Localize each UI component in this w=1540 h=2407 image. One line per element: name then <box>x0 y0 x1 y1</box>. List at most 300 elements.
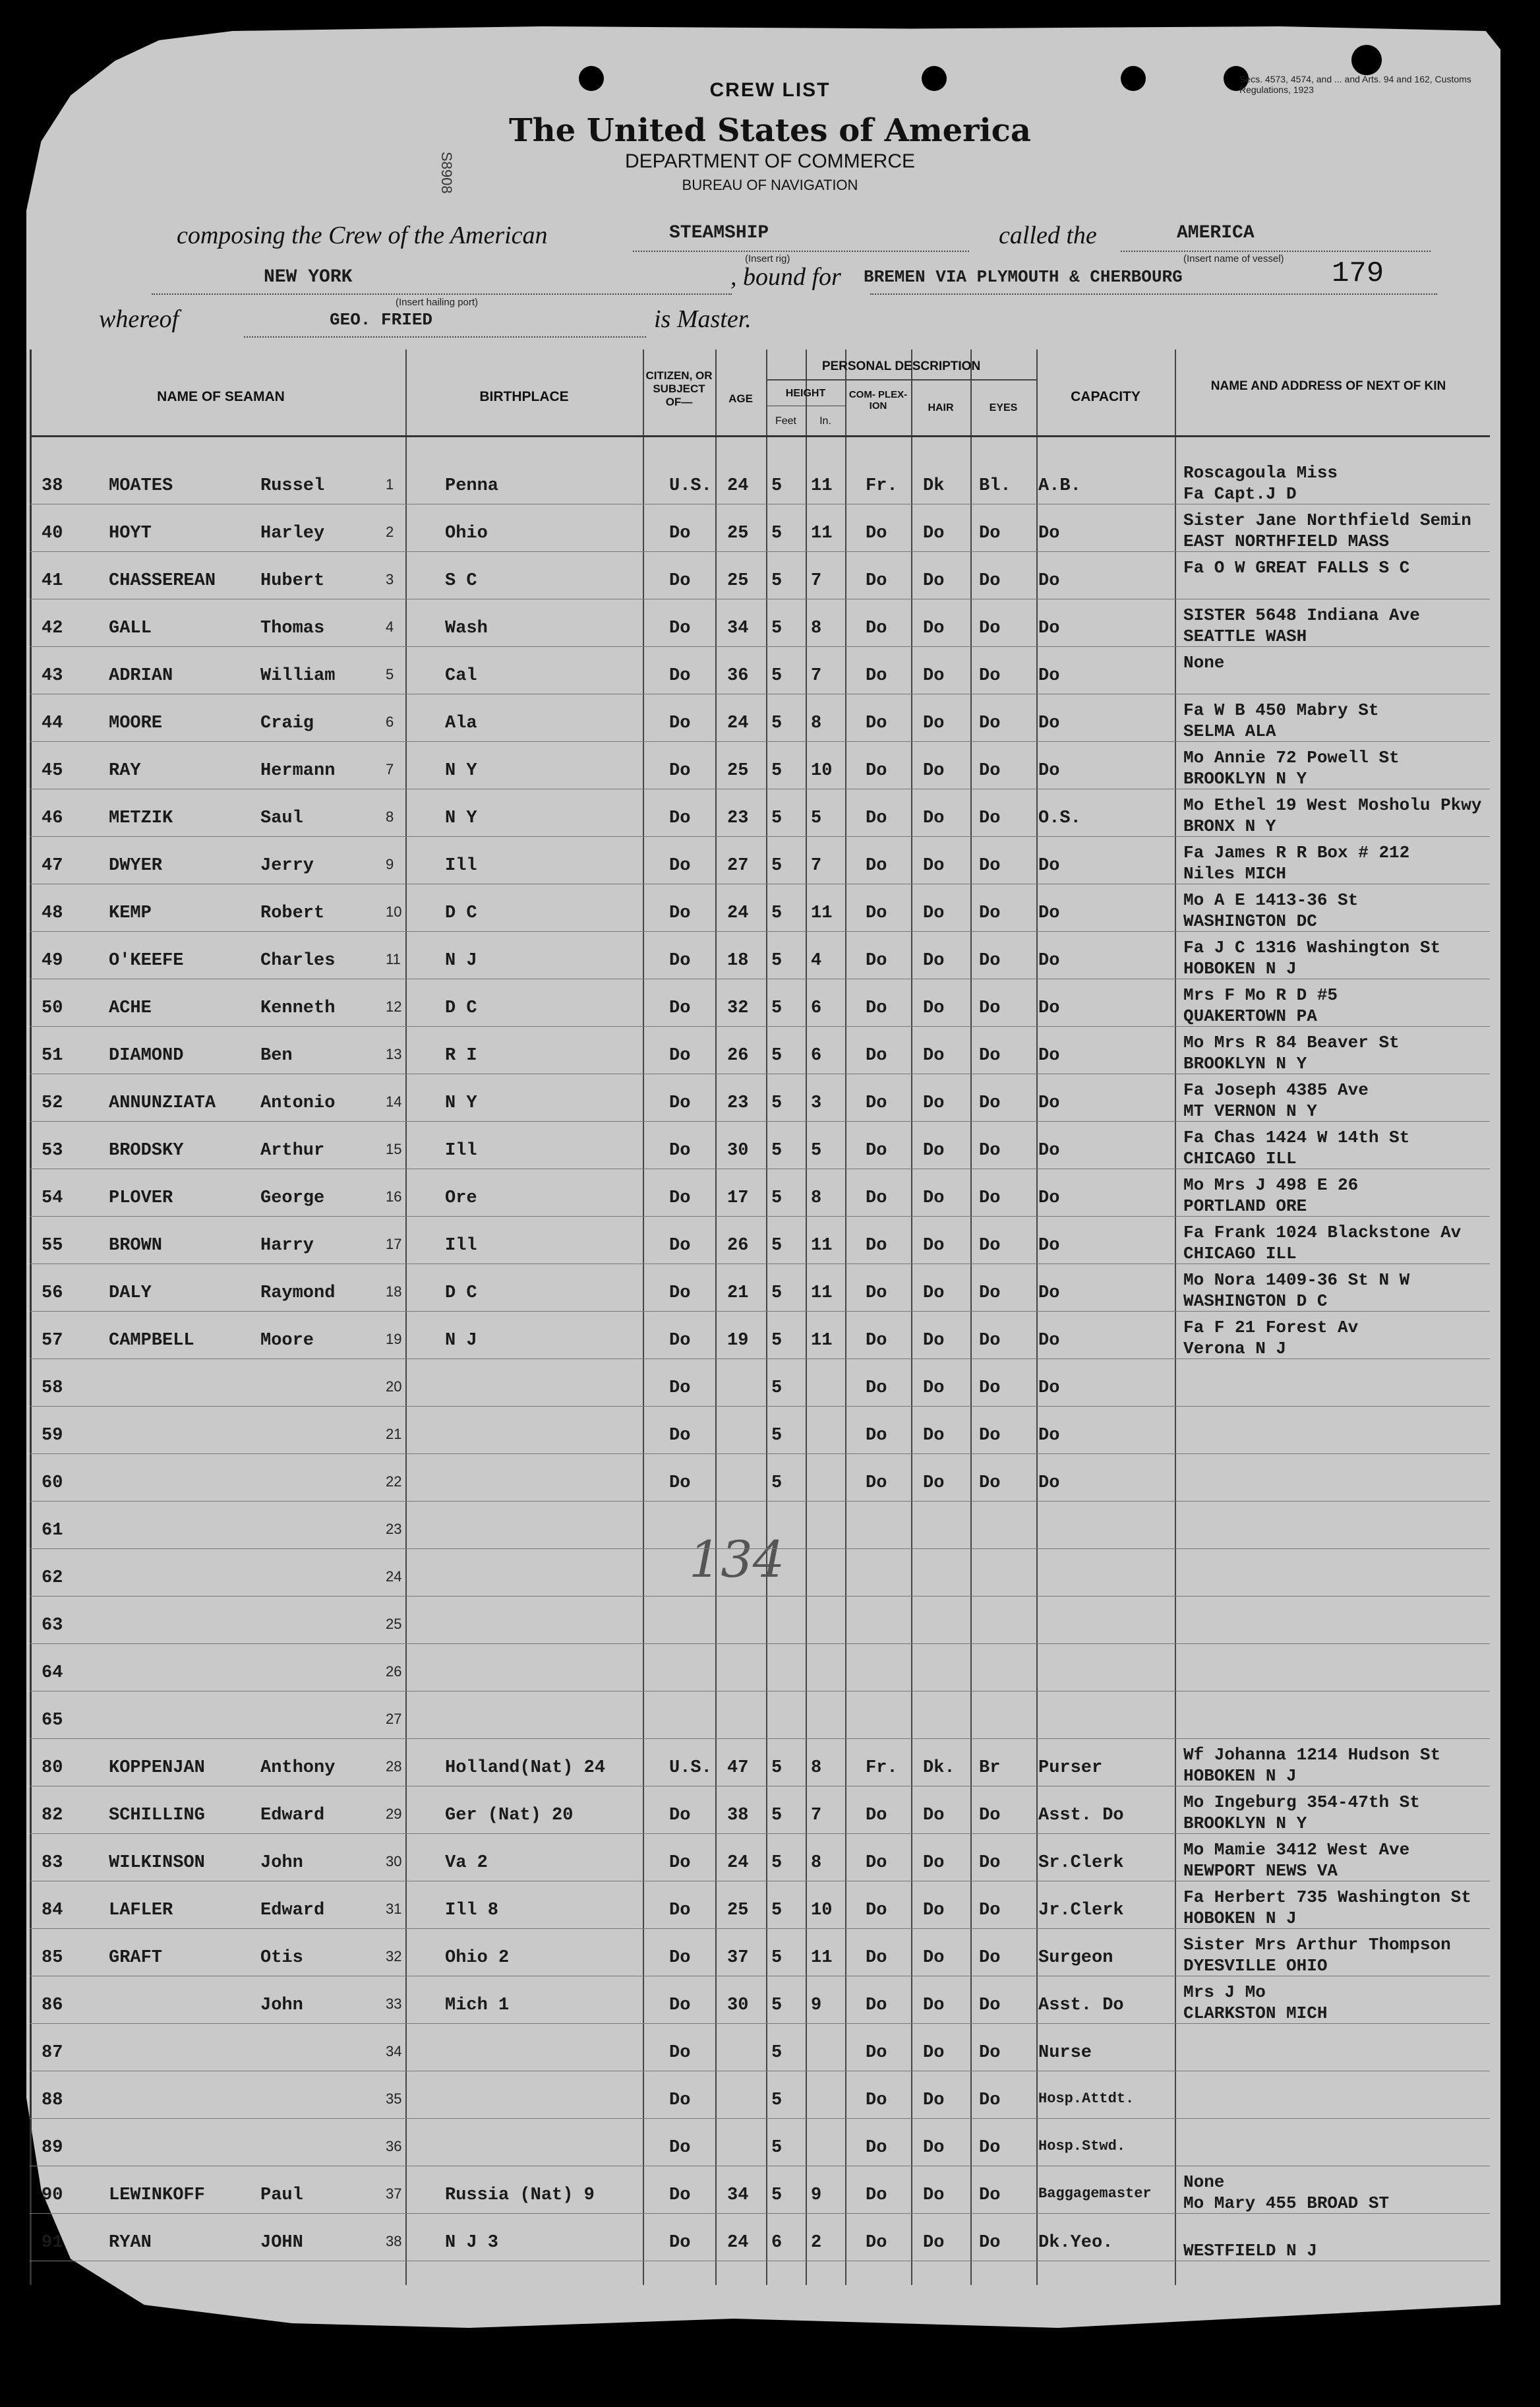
row-id: 44 <box>42 714 63 733</box>
row-rule <box>30 1501 1490 1502</box>
citizenship: Do <box>669 1283 691 1303</box>
next-of-kin-address: WESTFIELD N J <box>1183 2241 1317 2261</box>
height-inches: 10 <box>811 761 833 781</box>
row-rule <box>30 1643 1490 1644</box>
rig-value: STEAMSHIP <box>669 223 769 243</box>
height-feet: 5 <box>771 476 783 496</box>
complexion: Do <box>866 1948 887 1968</box>
hair: Do <box>923 1426 945 1446</box>
capacity: Do <box>1038 761 1060 781</box>
citizenship: Do <box>669 1948 691 1968</box>
next-of-kin-address: EAST NORTHFIELD MASS <box>1183 532 1390 551</box>
hair: Do <box>923 1046 945 1066</box>
eyes: Do <box>979 1853 1001 1873</box>
line-number: 33 <box>386 1996 402 2012</box>
capacity: Do <box>1038 951 1060 971</box>
line-number: 18 <box>386 1283 402 1300</box>
row-id: 60 <box>42 1473 63 1493</box>
complexion: Do <box>866 951 887 971</box>
next-of-kin-name: Mo Nora 1409-36 St N W <box>1183 1270 1410 1290</box>
next-of-kin-name: Sister Jane Northfield Semin <box>1183 510 1471 530</box>
next-of-kin-address: HOBOKEN N J <box>1183 1908 1297 1928</box>
line-number: 37 <box>386 2185 402 2202</box>
complexion: Do <box>866 666 887 686</box>
next-of-kin-name: Mo Annie 72 Powell St <box>1183 748 1400 768</box>
eyes: Do <box>979 1901 1001 1920</box>
row-id: 43 <box>42 666 63 686</box>
eyes: Do <box>979 2138 1001 2158</box>
birthplace: Penna <box>445 476 499 496</box>
capacity: A.B. <box>1038 476 1081 496</box>
seaman-surname: DIAMOND <box>109 1046 184 1066</box>
seaman-given: Ben <box>260 1046 293 1066</box>
row-id: 40 <box>42 524 63 543</box>
intro-composing: composing the Crew of the American <box>177 222 548 249</box>
next-of-kin-address: HOBOKEN N J <box>1183 1766 1297 1786</box>
seaman-surname: GALL <box>109 619 152 638</box>
row-id: 46 <box>42 808 63 828</box>
row-id: 50 <box>42 998 63 1018</box>
next-of-kin-address: Mo Mary 455 BROAD ST <box>1183 2193 1390 2213</box>
seaman-surname: KOPPENJAN <box>109 1758 205 1778</box>
next-of-kin-name: Fa J C 1316 Washington St <box>1183 938 1441 958</box>
row-id: 59 <box>42 1426 63 1446</box>
citizenship: Do <box>669 951 691 971</box>
line-number: 11 <box>386 951 401 967</box>
column-line <box>1175 350 1176 2285</box>
height-feet: 5 <box>771 1046 783 1066</box>
seaman-surname: O'KEEFE <box>109 951 184 971</box>
seaman-surname: MOATES <box>109 476 173 496</box>
height-feet: 5 <box>771 998 783 1018</box>
hair: Do <box>923 2138 945 2158</box>
next-of-kin-address: DYESVILLE OHIO <box>1183 1956 1328 1976</box>
eyes: Do <box>979 1188 1001 1208</box>
height-inches: 7 <box>811 1806 822 1825</box>
birthplace: Cal <box>445 666 477 686</box>
complexion: Do <box>866 1806 887 1825</box>
capacity: Do <box>1038 1093 1060 1113</box>
capacity: Sr.Clerk <box>1038 1853 1124 1873</box>
capacity: Purser <box>1038 1758 1103 1778</box>
height-feet: 5 <box>771 1093 783 1113</box>
row-rule <box>30 1928 1490 1929</box>
height-inches: 7 <box>811 571 822 591</box>
next-of-kin-address: Verona N J <box>1183 1339 1287 1358</box>
height-inches: 8 <box>811 1758 822 1778</box>
subheader-rule <box>766 379 1036 381</box>
next-of-kin-address: BROOKLYN N Y <box>1183 769 1307 789</box>
col-height-header: HEIGHT <box>785 388 826 399</box>
complexion: Fr. <box>866 1758 898 1778</box>
citizenship: Do <box>669 808 691 828</box>
capacity: Do <box>1038 1236 1060 1256</box>
citizenship: Do <box>669 1141 691 1161</box>
citizenship: Do <box>669 714 691 733</box>
line-number: 14 <box>386 1093 402 1110</box>
age: 27 <box>727 856 749 876</box>
complexion: Do <box>866 808 887 828</box>
height-feet: 5 <box>771 856 783 876</box>
hair: Dk. <box>923 1758 955 1778</box>
hair: Do <box>923 1093 945 1113</box>
citizenship: Do <box>669 1853 691 1873</box>
row-rule <box>30 1406 1490 1407</box>
hair: Do <box>923 1331 945 1351</box>
row-rule <box>30 741 1490 742</box>
row-id: 49 <box>42 951 63 971</box>
height-feet: 5 <box>771 1141 783 1161</box>
eyes: Do <box>979 856 1001 876</box>
seaman-given: Antonio <box>260 1093 336 1113</box>
complexion: Fr. <box>866 476 898 496</box>
port-hint: (Insert hailing port) <box>396 297 479 308</box>
rig-line <box>633 251 969 252</box>
capacity: Do <box>1038 1426 1060 1446</box>
hair: Do <box>923 856 945 876</box>
complexion: Do <box>866 714 887 733</box>
height-feet: 5 <box>771 1188 783 1208</box>
next-of-kin-name: Fa W B 450 Mabry St <box>1183 700 1379 720</box>
seaman-given: Craig <box>260 714 314 733</box>
eyes: Do <box>979 1378 1001 1398</box>
next-of-kin-address: WASHINGTON DC <box>1183 911 1317 931</box>
hair: Do <box>923 1378 945 1398</box>
eyes: Do <box>979 1426 1001 1446</box>
complexion: Do <box>866 1188 887 1208</box>
height-inches: 11 <box>811 903 833 923</box>
birthplace: Ill <box>445 1236 477 1256</box>
eyes: Do <box>979 1283 1001 1303</box>
seaman-surname: ACHE <box>109 998 152 1018</box>
form-title: CREW LIST <box>709 79 831 101</box>
vessel-line <box>1121 251 1431 252</box>
vessel-hint: (Insert name of vessel) <box>1183 253 1284 264</box>
eyes: Do <box>979 2043 1001 2063</box>
capacity: Do <box>1038 903 1060 923</box>
birthplace: Mich 1 <box>445 1996 510 2015</box>
age: 24 <box>727 714 749 733</box>
master-line <box>244 336 646 338</box>
age: 34 <box>727 619 749 638</box>
port-line <box>152 293 732 295</box>
next-of-kin-name: Mrs J Mo <box>1183 1982 1266 2002</box>
row-id: 56 <box>42 1283 63 1303</box>
seaman-given: Harry <box>260 1236 314 1256</box>
next-of-kin-name: Sister Mrs Arthur Thompson <box>1183 1935 1451 1955</box>
next-of-kin-name: Mo Ethel 19 West Mosholu Pkwy <box>1183 795 1482 815</box>
capacity: Jr.Clerk <box>1038 1901 1124 1920</box>
capacity: Nurse <box>1038 2043 1092 2063</box>
age: 25 <box>727 1901 749 1920</box>
age: 36 <box>727 666 749 686</box>
seaman-surname: ADRIAN <box>109 666 173 686</box>
next-of-kin-name: Mo A E 1413-36 St <box>1183 890 1359 910</box>
capacity: Do <box>1038 571 1060 591</box>
country-heading: The United States of America <box>508 112 1032 149</box>
birthplace: N J 3 <box>445 2233 499 2253</box>
complexion: Do <box>866 903 887 923</box>
next-of-kin-name: Roscagoula Miss <box>1183 463 1338 483</box>
citizenship: Do <box>669 1806 691 1825</box>
seaman-surname: BROWN <box>109 1236 163 1256</box>
next-of-kin-name: Fa James R R Box # 212 <box>1183 843 1410 863</box>
seaman-surname: RAY <box>109 761 141 781</box>
seaman-surname: CHASSEREAN <box>109 571 216 591</box>
seaman-surname: GRAFT <box>109 1948 163 1968</box>
row-rule <box>30 1311 1490 1312</box>
row-id: 61 <box>42 1521 63 1540</box>
col-age-header: AGE <box>728 392 753 405</box>
seaman-given: William <box>260 666 336 686</box>
row-id: 41 <box>42 571 63 591</box>
next-of-kin-address: BROOKLYN N Y <box>1183 1054 1307 1074</box>
hair: Do <box>923 1996 945 2015</box>
row-rule <box>30 1548 1490 1549</box>
column-line <box>405 350 407 2285</box>
row-rule <box>30 551 1490 552</box>
line-number: 22 <box>386 1473 402 1490</box>
column-line <box>911 350 912 2285</box>
age: 17 <box>727 1188 749 1208</box>
capacity: Do <box>1038 666 1060 686</box>
eyes: Do <box>979 1331 1001 1351</box>
complexion: Do <box>866 2138 887 2158</box>
row-id: 91 <box>42 2233 63 2253</box>
birthplace: Ore <box>445 1188 477 1208</box>
height-feet: 5 <box>771 2185 783 2205</box>
line-number: 6 <box>386 714 394 730</box>
seaman-given: Saul <box>260 808 303 828</box>
column-line <box>1036 350 1038 2285</box>
citizenship: Do <box>669 1473 691 1493</box>
complexion: Do <box>866 1236 887 1256</box>
eyes: Do <box>979 714 1001 733</box>
row-rule <box>30 1358 1490 1359</box>
height-inches: 5 <box>811 808 822 828</box>
eyes: Do <box>979 2233 1001 2253</box>
complexion: Do <box>866 1901 887 1920</box>
next-of-kin-name: None <box>1183 2172 1225 2192</box>
citizenship: Do <box>669 2233 691 2253</box>
eyes: Bl. <box>979 476 1011 496</box>
row-id: 48 <box>42 903 63 923</box>
birthplace: Holland(Nat) 24 <box>445 1758 606 1778</box>
citizenship: Do <box>669 1093 691 1113</box>
height-inches: 10 <box>811 1901 833 1920</box>
eyes: Do <box>979 571 1001 591</box>
age: 21 <box>727 1283 749 1303</box>
line-number: 3 <box>386 571 394 588</box>
hair: Do <box>923 903 945 923</box>
destination-line <box>870 293 1437 295</box>
row-id: 42 <box>42 619 63 638</box>
seaman-surname: KEMP <box>109 903 152 923</box>
age: 26 <box>727 1236 749 1256</box>
seaman-given: Charles <box>260 951 336 971</box>
hair: Do <box>923 761 945 781</box>
height-inches: 2 <box>811 2233 822 2253</box>
birthplace: Va 2 <box>445 1853 488 1873</box>
height-feet: 5 <box>771 619 783 638</box>
eyes: Do <box>979 2185 1001 2205</box>
capacity: Do <box>1038 998 1060 1018</box>
department-heading: DEPARTMENT OF COMMERCE <box>624 150 916 172</box>
row-id: 53 <box>42 1141 63 1161</box>
row-id: 54 <box>42 1188 63 1208</box>
height-inches: 9 <box>811 1996 822 2015</box>
line-number: 38 <box>386 2233 402 2249</box>
next-of-kin-address: BRONX N Y <box>1183 816 1276 836</box>
height-inches: 6 <box>811 998 822 1018</box>
seaman-surname: LAFLER <box>109 1901 173 1920</box>
citizenship: Do <box>669 2043 691 2063</box>
height-feet: 5 <box>771 1331 783 1351</box>
height-feet: 5 <box>771 1948 783 1968</box>
height-inches: 9 <box>811 2185 822 2205</box>
hair: Do <box>923 808 945 828</box>
age: 32 <box>727 998 749 1018</box>
seaman-given: Russel <box>260 476 325 496</box>
next-of-kin-name: Fa Chas 1424 W 14th St <box>1183 1128 1410 1147</box>
height-inches: 5 <box>811 1141 822 1161</box>
eyes: Do <box>979 1236 1001 1256</box>
capacity: Do <box>1038 524 1060 543</box>
line-number: 23 <box>386 1521 402 1537</box>
eyes: Do <box>979 524 1001 543</box>
col-name-header: NAME OF SEAMAN <box>157 389 285 404</box>
hair: Dk <box>923 476 945 496</box>
eyes: Do <box>979 1948 1001 1968</box>
eyes: Do <box>979 2090 1001 2110</box>
height-feet: 5 <box>771 903 783 923</box>
col-personal-header: PERSONAL DESCRIPTION <box>821 359 981 373</box>
row-rule <box>30 1596 1490 1597</box>
column-line <box>643 350 644 2285</box>
citizenship: Do <box>669 1378 691 1398</box>
complexion: Do <box>866 1331 887 1351</box>
seaman-surname: DWYER <box>109 856 163 876</box>
hair: Do <box>923 998 945 1018</box>
line-number: 27 <box>386 1711 402 1727</box>
row-id: 85 <box>42 1948 63 1968</box>
row-id: 80 <box>42 1758 63 1778</box>
capacity: Do <box>1038 856 1060 876</box>
row-rule <box>30 1453 1490 1454</box>
line-number: 16 <box>386 1188 402 1205</box>
height-feet: 5 <box>771 1426 783 1446</box>
capacity: Do <box>1038 1378 1060 1398</box>
row-rule <box>30 931 1490 932</box>
complexion: Do <box>866 998 887 1018</box>
next-of-kin-name: SISTER 5648 Indiana Ave <box>1183 605 1420 625</box>
hair: Do <box>923 1901 945 1920</box>
hair: Do <box>923 2233 945 2253</box>
col-citizen-header: CITIZEN, OR SUBJECT OF— <box>645 369 713 408</box>
line-number: 20 <box>386 1378 402 1395</box>
next-of-kin-address: HOBOKEN N J <box>1183 959 1297 979</box>
seaman-given: Thomas <box>260 619 325 638</box>
eyes: Do <box>979 1093 1001 1113</box>
citizenship: Do <box>669 1331 691 1351</box>
row-rule <box>30 2118 1490 2119</box>
column-line <box>806 350 807 2285</box>
line-number: 12 <box>386 998 402 1015</box>
birthplace: N J <box>445 951 477 971</box>
citizenship: Do <box>669 1426 691 1446</box>
next-of-kin-address: CHICAGO ILL <box>1183 1244 1297 1264</box>
next-of-kin-name: Fa Frank 1024 Blackstone Av <box>1183 1223 1462 1242</box>
complexion: Do <box>866 1283 887 1303</box>
seaman-given: JOHN <box>260 2233 303 2253</box>
complexion: Do <box>866 1853 887 1873</box>
seaman-given: Otis <box>260 1948 303 1968</box>
citizenship: Do <box>669 761 691 781</box>
height-inches: 8 <box>811 619 822 638</box>
row-rule <box>30 1833 1490 1834</box>
height-feet: 5 <box>771 1758 783 1778</box>
line-number: 25 <box>386 1616 402 1632</box>
hair: Do <box>923 571 945 591</box>
height-inches: 8 <box>811 1853 822 1873</box>
age: 25 <box>727 571 749 591</box>
height-feet: 5 <box>771 1996 783 2015</box>
eyes: Do <box>979 998 1001 1018</box>
row-rule <box>30 1216 1490 1217</box>
seaman-given: Robert <box>260 903 325 923</box>
regulation-notice: Secs. 4573, 4574, and ... and Arts. 94 and 162, Customs Regulations, 1923 <box>1239 74 1471 95</box>
line-number: 7 <box>386 761 394 777</box>
complexion: Do <box>866 619 887 638</box>
intro-whereof: whereof <box>99 305 179 333</box>
height-inches: 11 <box>811 524 833 543</box>
row-id: 64 <box>42 1663 63 1683</box>
seaman-given: John <box>260 1996 303 2015</box>
eyes: Do <box>979 951 1001 971</box>
age: 37 <box>727 1948 749 1968</box>
rig-hint: (Insert rig) <box>745 253 790 264</box>
hair: Do <box>923 1806 945 1825</box>
birthplace: Ohio <box>445 524 488 543</box>
height-inches: 3 <box>811 1093 822 1113</box>
vessel-name: AMERICA <box>1177 223 1255 243</box>
seaman-surname: SCHILLING <box>109 1806 205 1825</box>
destination: BREMEN VIA PLYMOUTH & CHERBOURG <box>864 267 1183 287</box>
eyes: Do <box>979 808 1001 828</box>
col-kin-header: NAME AND ADDRESS OF NEXT OF KIN <box>1210 379 1446 393</box>
age: 24 <box>727 476 749 496</box>
header-rule <box>30 435 1490 437</box>
citizenship: Do <box>669 903 691 923</box>
height-feet: 5 <box>771 1806 783 1825</box>
line-number: 31 <box>386 1901 402 1917</box>
complexion: Do <box>866 1093 887 1113</box>
col-feet-header: Feet <box>775 415 796 427</box>
eyes: Do <box>979 1473 1001 1493</box>
citizenship: Do <box>669 2138 691 2158</box>
citizenship: Do <box>669 998 691 1018</box>
citizenship: Do <box>669 1236 691 1256</box>
line-number: 10 <box>386 903 402 920</box>
capacity: Do <box>1038 714 1060 733</box>
hair: Do <box>923 524 945 543</box>
eyes: Do <box>979 666 1001 686</box>
seaman-surname: METZIK <box>109 808 173 828</box>
capacity: Hosp.Stwd. <box>1038 2138 1126 2154</box>
birthplace: S C <box>445 571 477 591</box>
hair: Do <box>923 2043 945 2063</box>
height-feet: 6 <box>771 2233 783 2253</box>
